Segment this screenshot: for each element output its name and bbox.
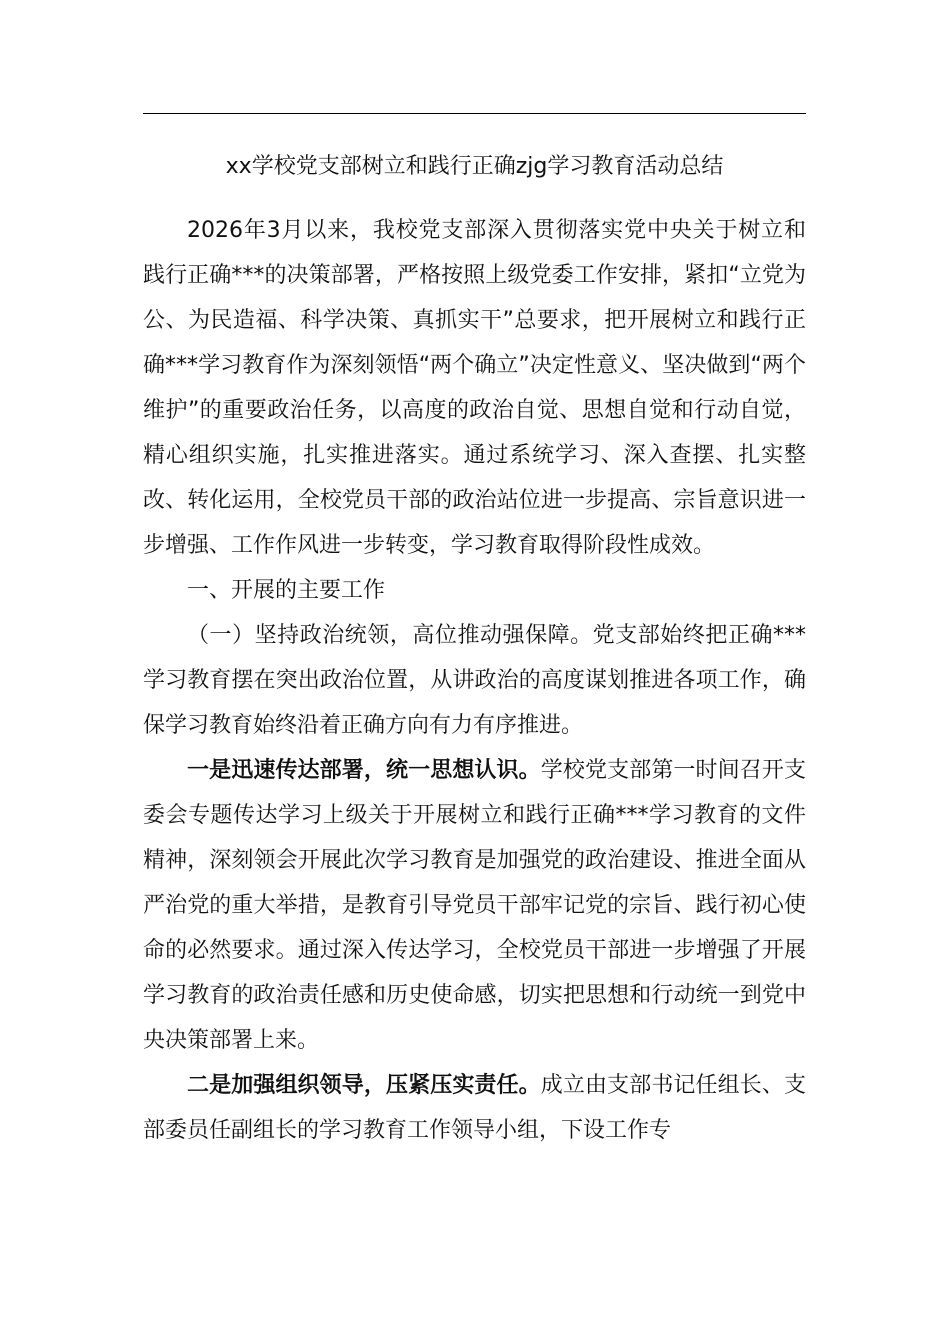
intro-paragraph: 2026年3月以来，我校党支部深入贯彻落实党中央关于树立和践行正确***的决策部署，严格按照上级党委工作安排，紧扣“立党为公、为民造福、科学决策、真抓实干”总要求，把开展树立和践行正确***学习教育作为深刻领悟“两个确立”决定性意义、坚决做到“两个维护”的重要政治任务，以高度的政治自觉、思想自觉和行动自觉，精心组织实施，扎实推进落实。通过系统学习、深入查摆、扎实整改、转化运用，全校党员干部的政治站位进一步提高、宗旨意识进一步增强、工作作风进一步转变，学习教育取得阶段性成效。 <box>143 218 806 558</box>
subsection-paragraph: （一）坚持政治统领，高位推动强保障。党支部始终把正确***学习教育摆在突出政治位置，从讲政治的高度谋划推进各项工作，确保学习教育始终沿着正确方向有力有序推进。 <box>143 623 806 738</box>
section-heading: 一、开展的主要工作 <box>187 578 386 603</box>
document-body <box>143 208 806 1153</box>
item-paragraph-2 <box>143 1063 806 1153</box>
item-body-1: 学校党支部第一时间召开支委会专题传达学习上级关于开展树立和践行正确***学习教育的文件精神，深刻领会开展此次学习教育是加强党的政治建设、推进全面从严治党的重大举措，是教育引导党员干部牢记党的宗旨、践行初心使命的必然要求。通过深入传达学习，全校党员干部进一步增强了开展学习教育的政治责任感和历史使命感，切实把思想和行动统一到党中央决策部署上来。 <box>143 758 806 1053</box>
document-title: xx学校党支部树立和践行正确zjg学习教育活动总结 <box>225 154 724 179</box>
item-lead-2: 二是加强组织领导，压紧压实责任。 <box>187 1073 541 1098</box>
item-lead-1: 一是迅速传达部署，统一思想认识。 <box>187 758 541 783</box>
item-body-2: 成立由支部书记任组长、支部委员任副组长的学习教育工作领导小组，下设工作专 <box>143 1073 806 1143</box>
header-rule <box>143 113 806 114</box>
item-paragraph-1 <box>143 748 806 1063</box>
